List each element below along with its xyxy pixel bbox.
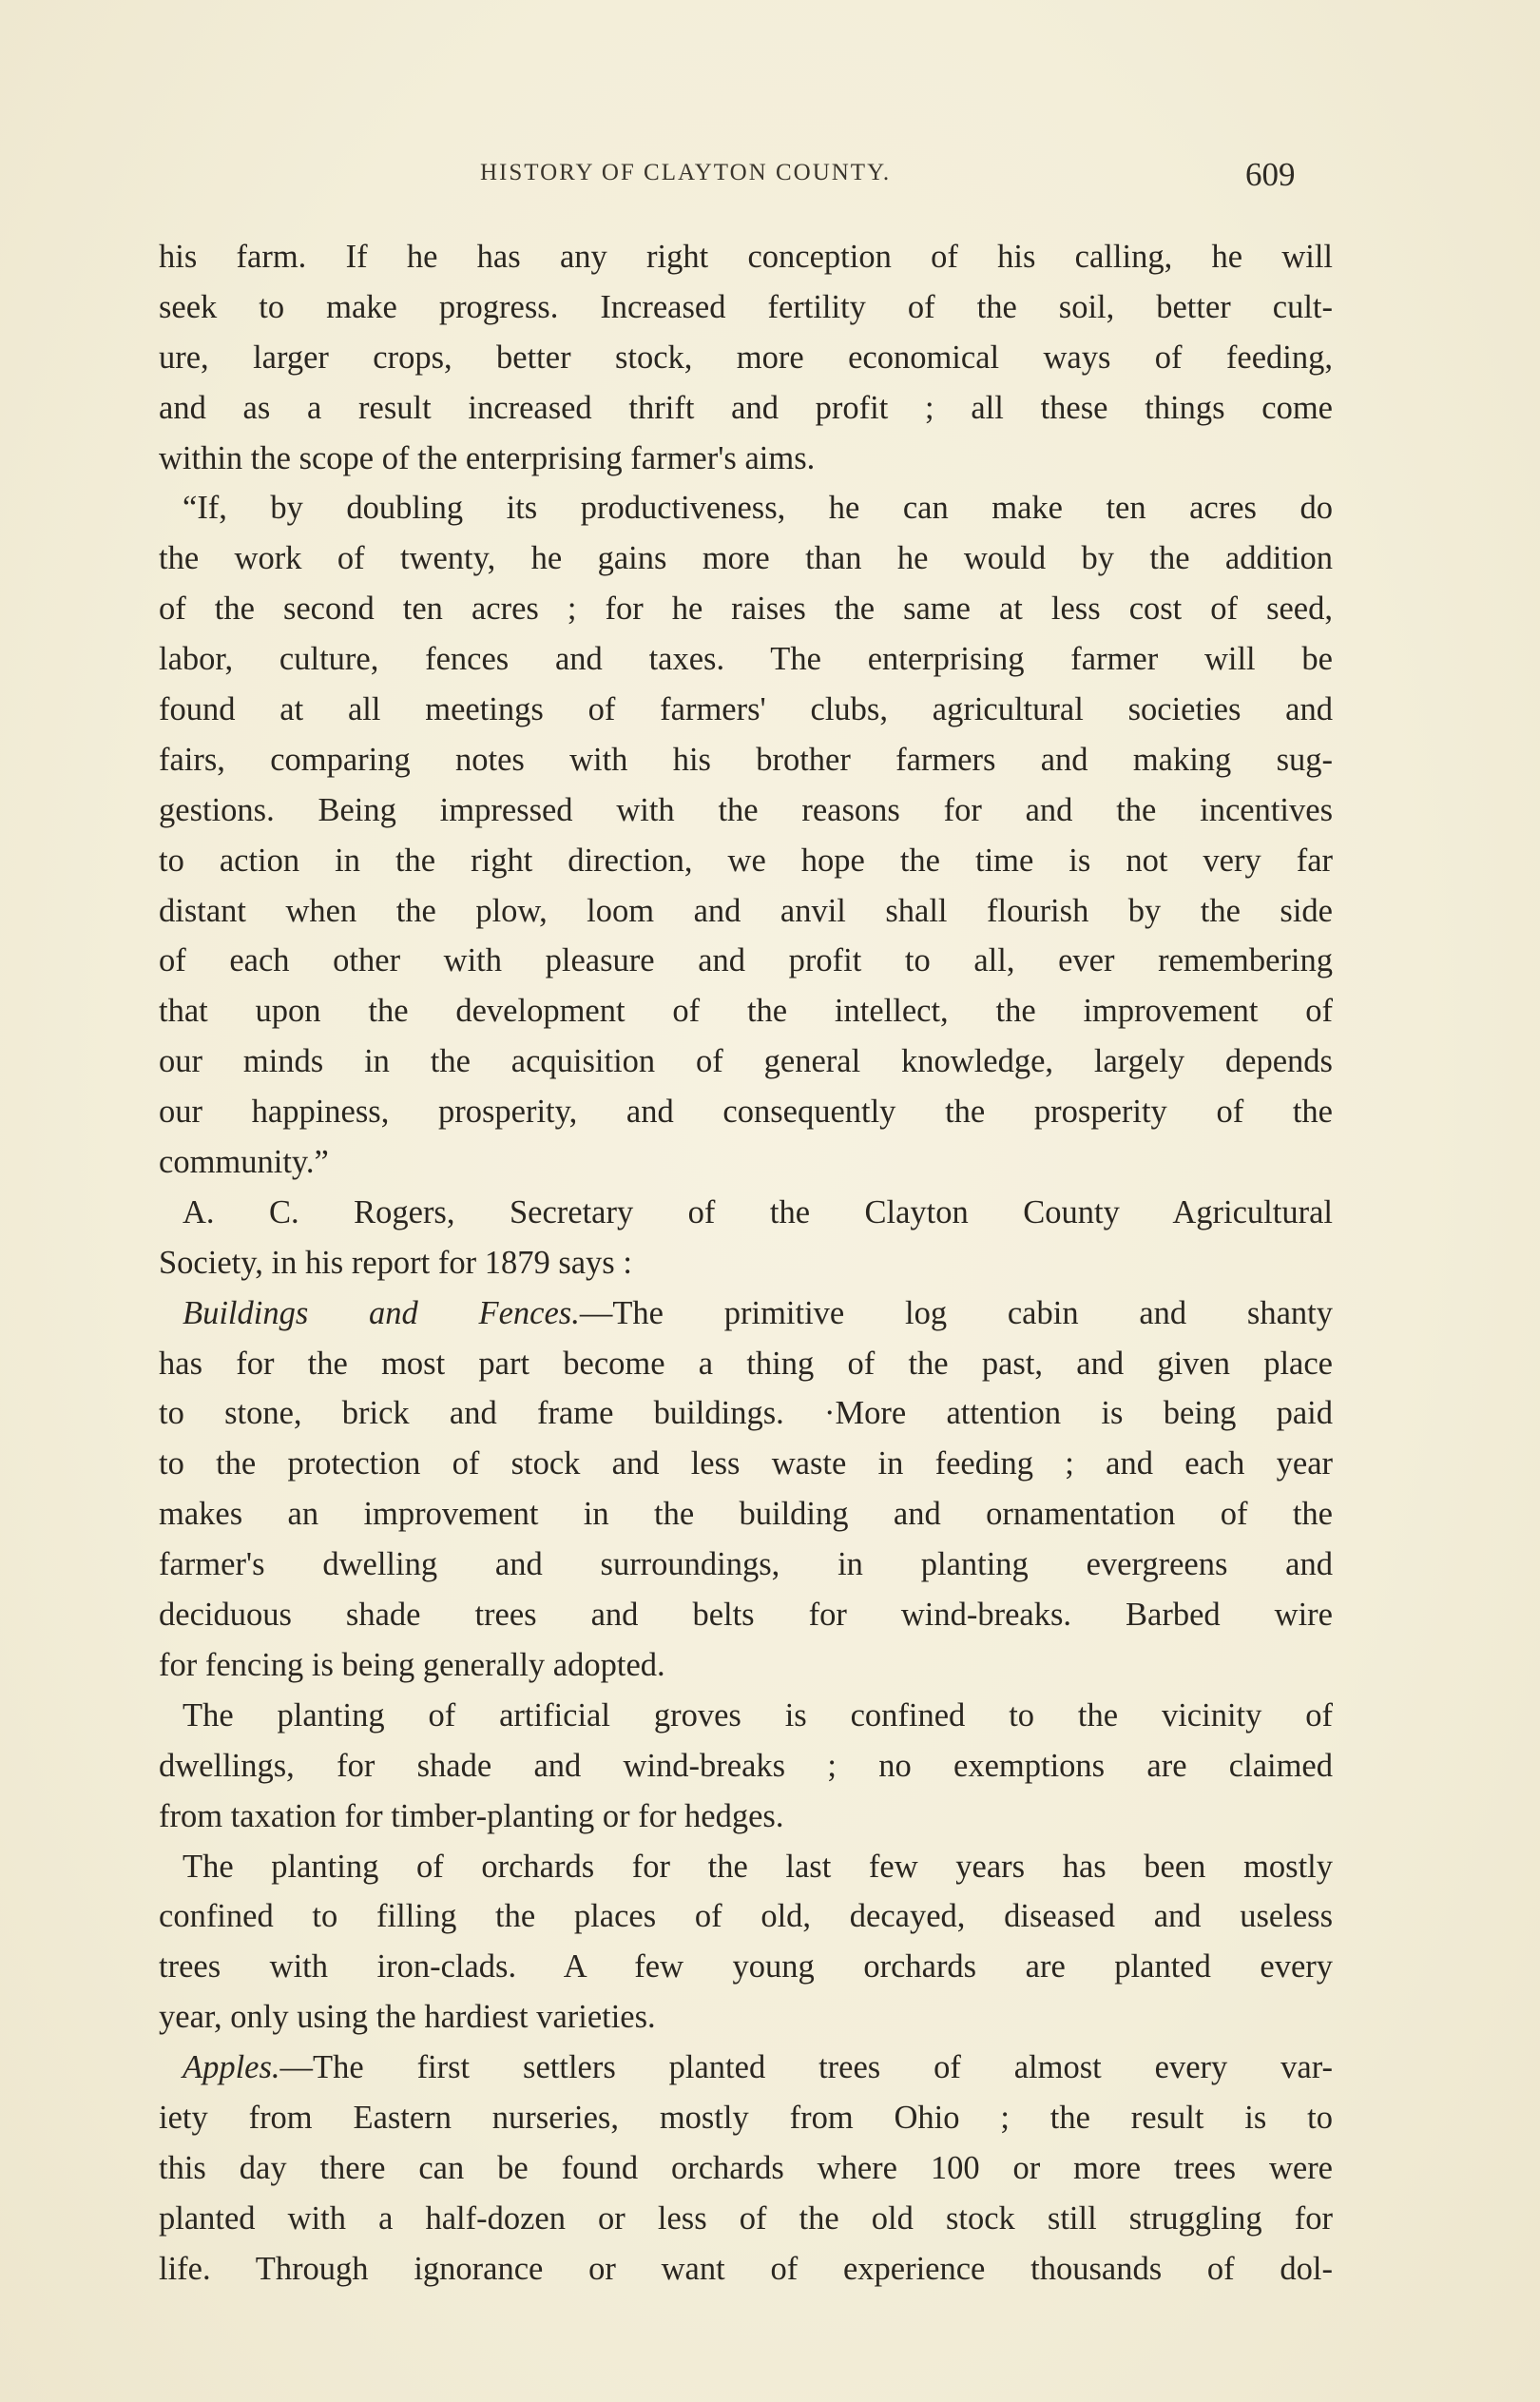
page-number: 609	[1245, 156, 1296, 193]
text-line: A. C. Rogers, Secretary of the Clayton County Agricultural	[183, 1193, 1333, 1230]
text-line: year, only using the hardiest varieties.	[159, 1999, 656, 2036]
text-line: trees with iron-clads. A few young orchards are planted every	[159, 1948, 1333, 1986]
text-line: farmer's dwelling and surroundings, in planting evergreens and	[159, 1546, 1333, 1583]
text-line: dwellings, for shade and wind-breaks ; no exemptions are claimed	[159, 1747, 1333, 1784]
text-line: to action in the right direction, we hope the time is not very far	[159, 842, 1333, 879]
text-line: to stone, brick and frame buildings. ·More attention is being paid	[159, 1395, 1333, 1432]
text-line: the work of twenty, he gains more than he would by the addition	[159, 540, 1333, 577]
text-line	[159, 1288, 1333, 1339]
text-line: makes an improvement in the building and ornamentation of the	[159, 1496, 1333, 1533]
text-run: —The primitive log cabin and shanty	[579, 1294, 1333, 1331]
text-line: fairs, comparing notes with his brother farmers and making sug-	[159, 741, 1333, 778]
text-line: distant when the plow, loom and anvil shall flourish by the side	[159, 892, 1333, 929]
section-heading-apples: Apples.	[183, 2049, 280, 2086]
text-line: deciduous shade trees and belts for wind-breaks. Barbed wire	[159, 1597, 1333, 1634]
text-line: this day there can be found orchards where 100 or more trees were	[159, 2149, 1333, 2186]
text-line: labor, culture, fences and taxes. The enterprising farmer will be	[159, 641, 1333, 678]
running-head: HISTORY OF CLAYTON COUNTY.	[480, 160, 892, 185]
text-line: community.”	[159, 1144, 329, 1181]
text-line: iety from Eastern nurseries, mostly from Ohio ; the result is to	[159, 2099, 1333, 2136]
text-line: life. Through ignorance or want of experience thousands of dol-	[159, 2250, 1333, 2287]
text-line: confined to filling the places of old, decayed, diseased and useless	[159, 1898, 1333, 1935]
text-line: The planting of orchards for the last few years has been mostly	[183, 1848, 1333, 1885]
text-line: of each other with pleasure and profit to all, ever remembering	[159, 942, 1333, 979]
text-line: our minds in the acquisition of general knowledge, largely depends	[159, 1043, 1333, 1080]
section-heading-buildings: Buildings and Fences.	[183, 1294, 580, 1331]
text-line: Society, in his report for 1879 says :	[159, 1244, 632, 1281]
text-line: within the scope of the enterprising farmer's aims.	[159, 439, 816, 476]
text-line: to the protection of stock and less waste in feeding ; and each year	[159, 1445, 1333, 1482]
text-line: has for the most part become a thing of the past, and given place	[159, 1345, 1333, 1382]
text-line: ure, larger crops, better stock, more economical ways of feeding,	[159, 339, 1333, 376]
text-line: “If, by doubling its productiveness, he can make ten acres do	[183, 490, 1333, 527]
text-line: found at all meetings of farmers' clubs, agricultural societies and	[159, 691, 1333, 728]
text-line: for fencing is being generally adopted.	[159, 1646, 665, 1683]
text-line: The planting of artificial groves is confined to the vicinity of	[183, 1696, 1333, 1734]
text-line: our happiness, prosperity, and consequently the prosperity of the	[159, 1094, 1333, 1131]
text-line: from taxation for timber-planting or for hedges.	[159, 1797, 784, 1834]
text-line: and as a result increased thrift and profit ; all these things come	[159, 389, 1333, 426]
text-line: planted with a half-dozen or less of the old stock still struggling for	[159, 2199, 1333, 2237]
text-line: that upon the development of the intellect, the improvement of	[159, 993, 1333, 1030]
text-line: seek to make progress. Increased fertility of the soil, better cult-	[159, 288, 1333, 325]
text-line: his farm. If he has any right conception of his calling, he will	[159, 239, 1333, 275]
text-line: of the second ten acres ; for he raises the same at less cost of seed,	[159, 591, 1333, 628]
text-line: gestions. Being impressed with the reasons for and the incentives	[159, 791, 1333, 828]
body-text	[159, 232, 1333, 2295]
text-run: —The first settlers planted trees of almost every var-	[279, 2049, 1333, 2086]
text-line	[159, 2043, 1333, 2093]
